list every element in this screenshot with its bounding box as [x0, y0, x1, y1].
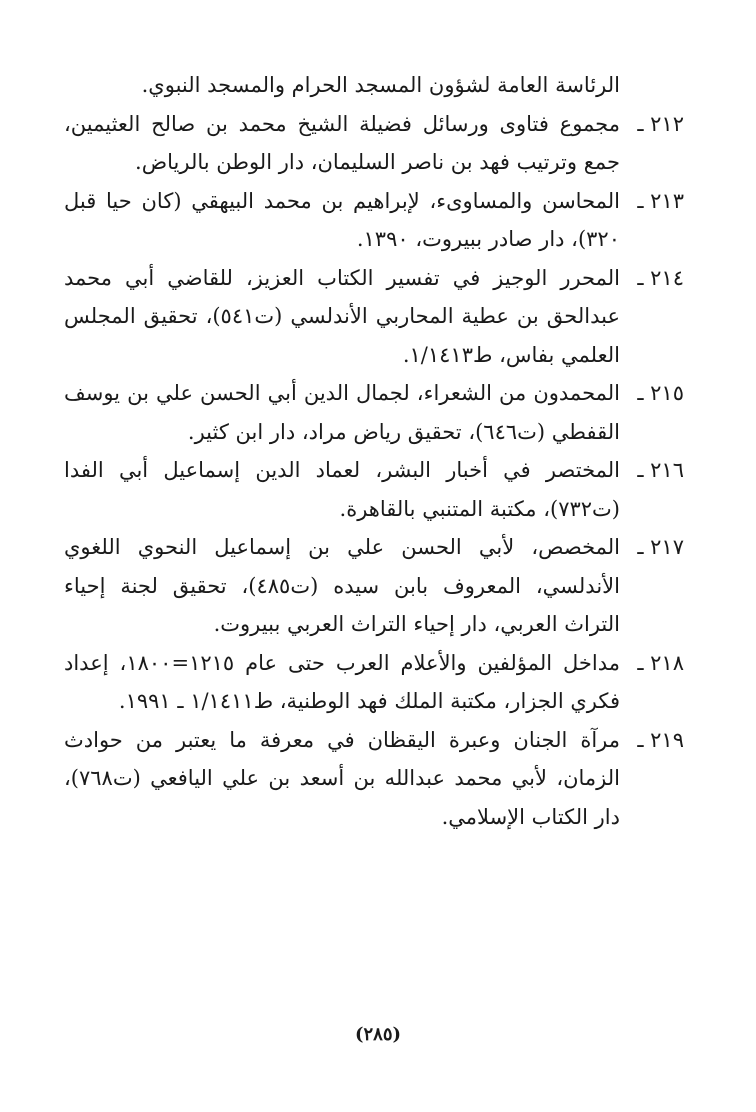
- entry-number: ٢١٣ ـ: [637, 188, 684, 213]
- bibliography-entry: [64, 644, 684, 721]
- bibliography-entry: [64, 259, 684, 375]
- entry-text: المحمدون من الشعراء، لجمال الدين أبي الحسن علي بن يوسف القفطي (ت٦٤٦)، تحقيق رياض مراد، دار ابن كثير.: [64, 381, 620, 444]
- continued-entry-text: الرئاسة العامة لشؤون المسجد الحرام والمسجد النبوي.: [141, 73, 620, 97]
- entry-text: مرآة الجنان وعبرة اليقظان في معرفة ما يعتبر من حوادث الزمان، لأبي محمد عبدالله بن أسعد بن علي اليافعي (ت٧٦٨)، دار الكتاب الإسلامي.: [64, 727, 620, 829]
- entry-number: ٢١٤ ـ: [637, 265, 684, 290]
- entry-number: ٢١٥ ـ: [637, 381, 684, 405]
- entry-text: المختصر في أخبار البشر، لعماد الدين إسماعيل أبي الفدا (ت٧٣٢)، مكتبة المتنبي بالقاهرة.: [64, 458, 620, 521]
- bibliography-entry: [64, 528, 684, 644]
- entry-number: ٢١٩ ـ: [637, 727, 684, 752]
- entry-number: ٢١٧ ـ: [637, 535, 684, 559]
- bibliography-list: [64, 66, 684, 836]
- entry-text: المحرر الوجيز في تفسير الكتاب العزيز، للقاضي أبي محمد عبدالحق بن عطية المحاربي الأندلسي (ت٥٤١)، تحقيق المجلس العلمي بفاس، ط١/١٤١٣.: [64, 265, 620, 367]
- bibliography-entry: [64, 182, 684, 259]
- entry-text: المحاسن والمساوىء، لإبراهيم بن محمد البيهقي (كان حيا قبل ٣٢٠)، دار صادر ببيروت، ١٣٩٠.: [64, 188, 620, 251]
- entry-number: ٢١٢ ـ: [637, 111, 684, 136]
- entry-number: ٢١٨ ـ: [637, 650, 684, 675]
- entry-text: المخصص، لأبي الحسن علي بن إسماعيل النحوي اللغوي الأندلسي، المعروف بابن سيده (ت٤٨٥)، تحقيق لجنة إحياء التراث العربي، دار إحياء التراث العربي ببيروت.: [64, 535, 620, 636]
- bibliography-entry: [64, 451, 684, 528]
- page-number: (٢٨٥): [354, 1024, 402, 1045]
- bibliography-entry: [64, 105, 684, 182]
- bibliography-entry: [64, 721, 684, 837]
- entry-number: ٢١٦ ـ: [637, 458, 684, 482]
- entry-text: مداخل المؤلفين والأعلام العرب حتى عام ١٢١٥=١٨٠٠، إعداد فكري الجزار، مكتبة الملك فهد الوطنية، ط١/١٤١١ ـ ١٩٩١.: [64, 650, 620, 713]
- bibliography-entry: [64, 374, 684, 451]
- entry-text: مجموع فتاوى ورسائل فضيلة الشيخ محمد بن صالح العثيمين، جمع وترتيب فهد بن ناصر السليمان، دار الوطن بالرياض.: [64, 111, 620, 174]
